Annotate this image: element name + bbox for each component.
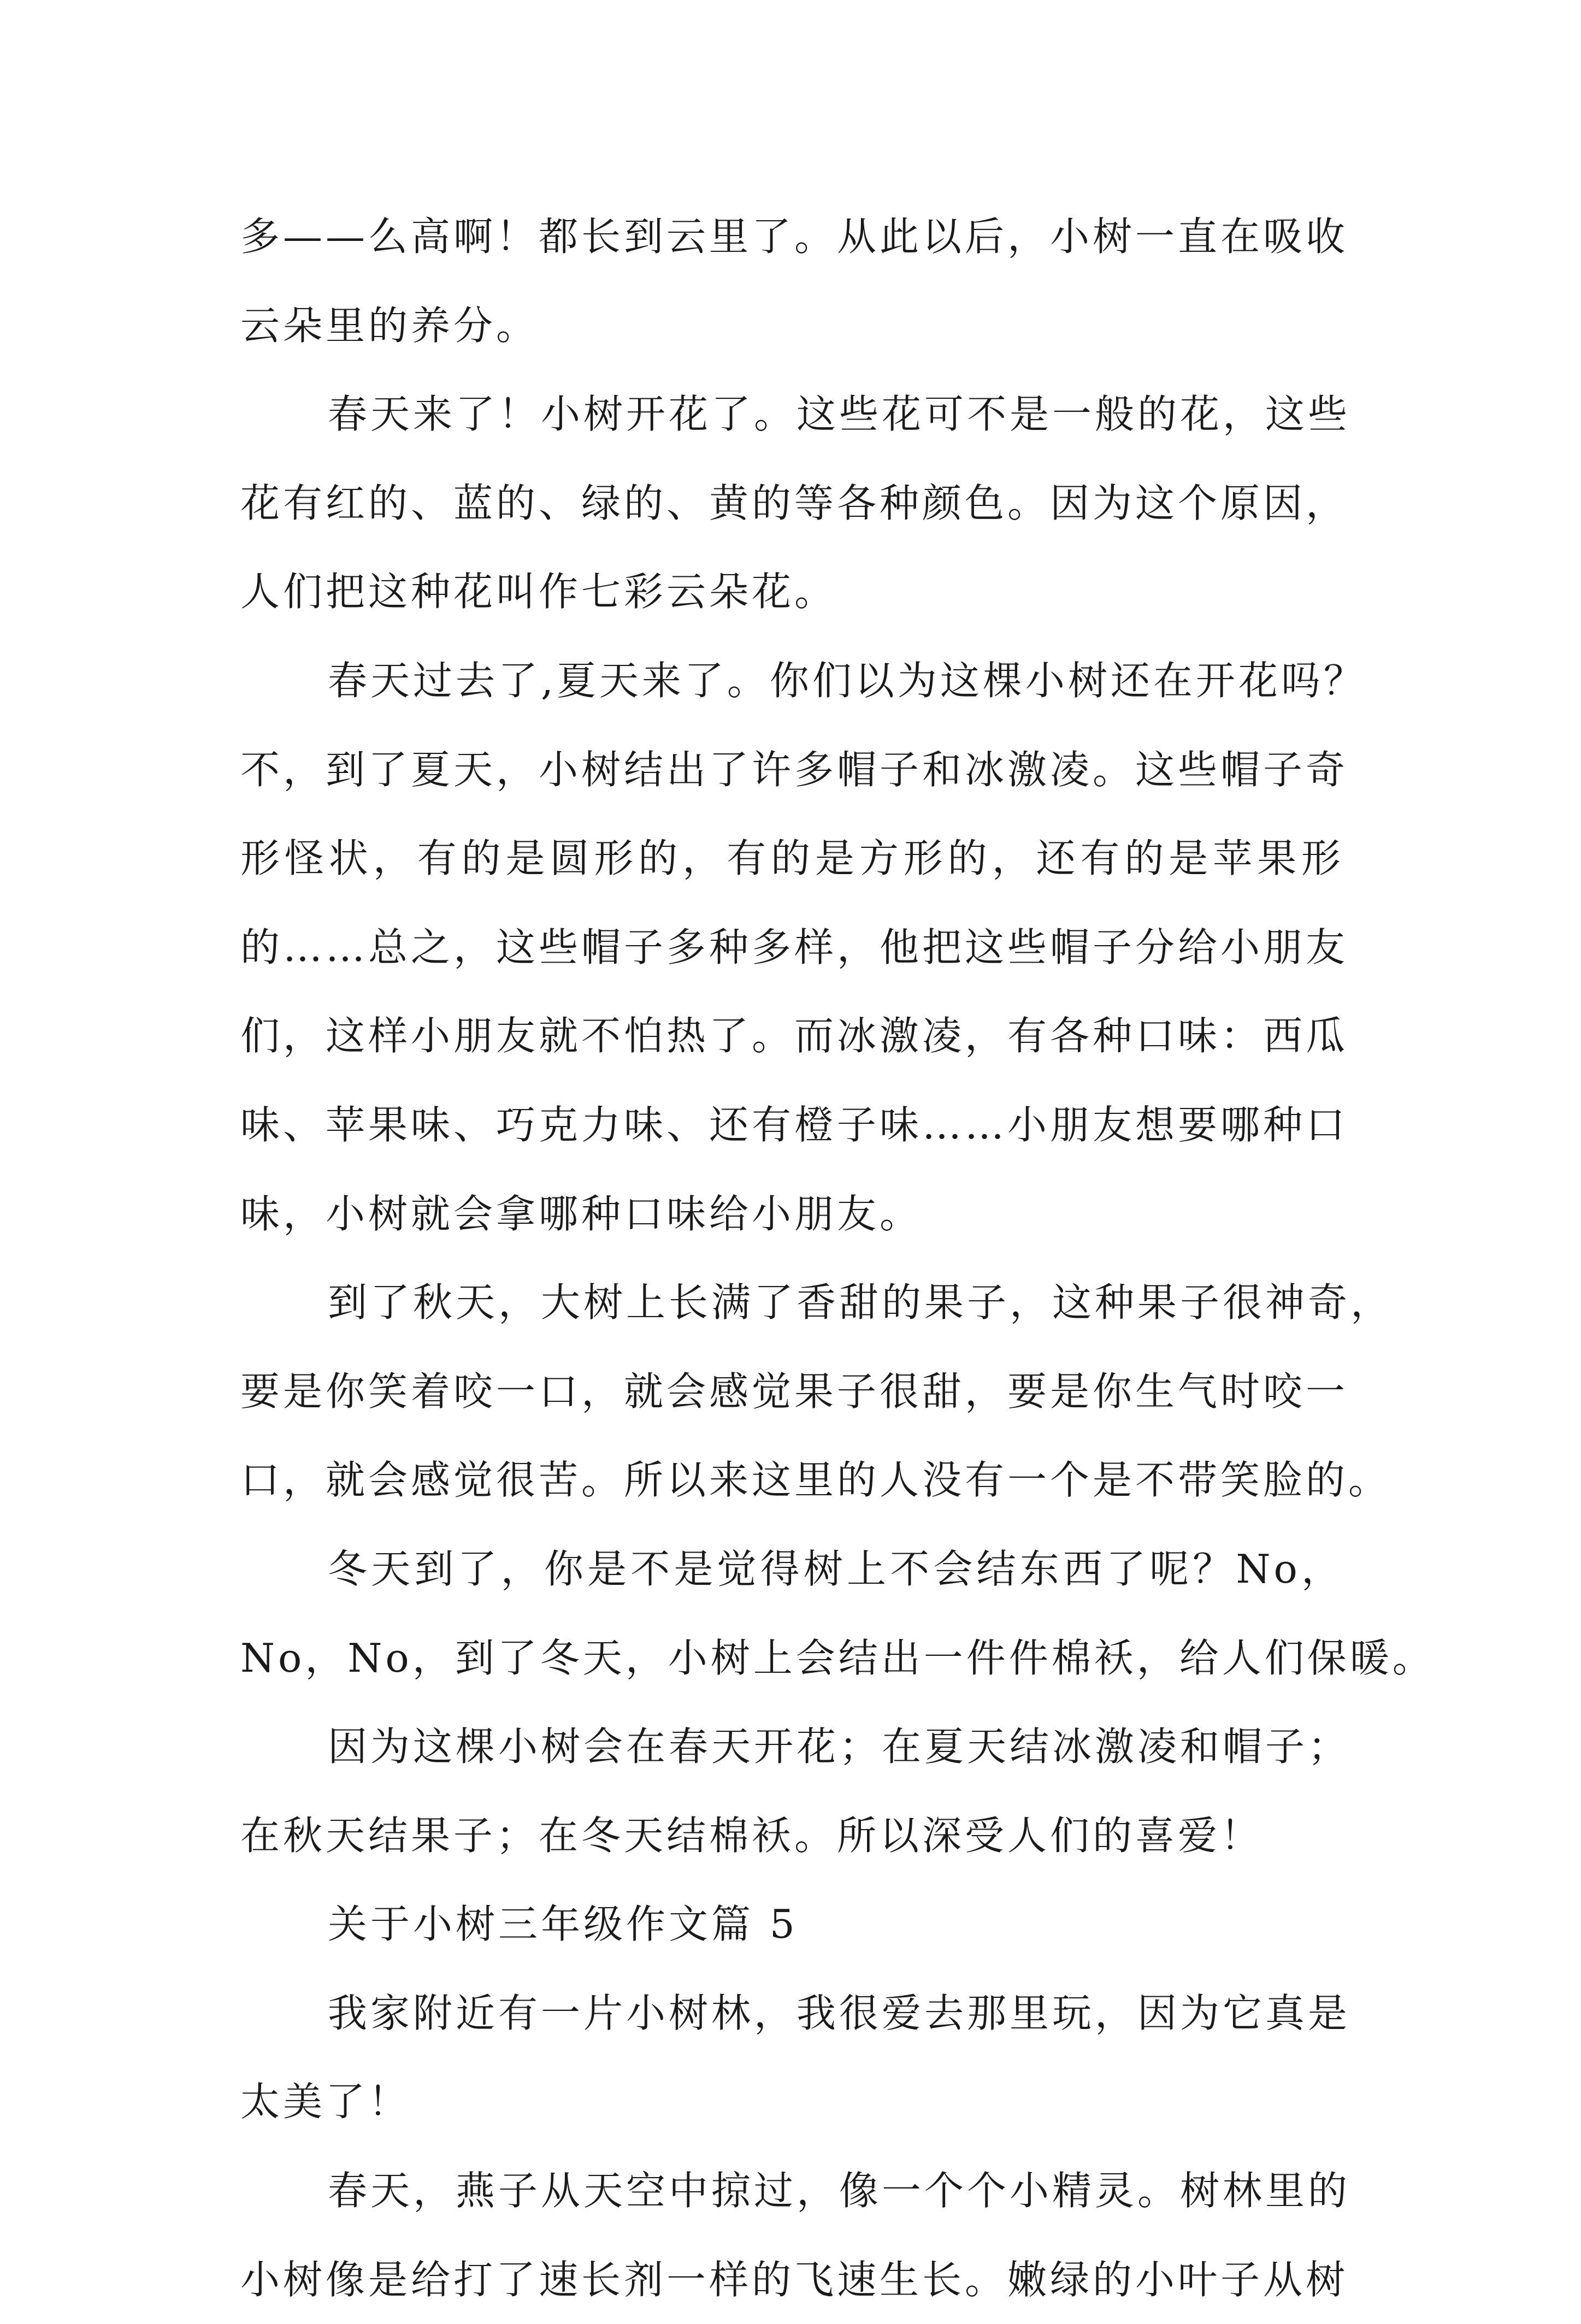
text-line: 小树像是给打了速长剂一样的飞速生长。嫩绿的小叶子从树 <box>240 2256 1349 2303</box>
text-line: 人们把这种花叫作七彩云朵花。 <box>240 569 837 615</box>
text-line: 冬天到了，你是不是觉得树上不会结东西了呢？No， <box>328 1546 1344 1592</box>
text-line: 云朵里的养分。 <box>240 302 539 349</box>
text-line: 味，小树就会拿哪种口味给小朋友。 <box>240 1190 923 1237</box>
text-line: 形怪状，有的是圆形的，有的是方形的，还有的是苹果形 <box>240 835 1344 882</box>
text-line: 因为这棵小树会在春天开花；在夏天结冰激凌和帽子； <box>328 1724 1351 1770</box>
document-body <box>240 192 1435 2324</box>
text-line: 我家附近有一片小树林，我很爱去那里玩，因为它真是 <box>328 1990 1351 2036</box>
text-line: 春天，燕子从天空中掠过，像一个个小精灵。树林里的 <box>328 2168 1351 2214</box>
text-line: 在秋天结果子；在冬天结棉袄。所以深受人们的喜爱！ <box>240 1812 1264 1859</box>
text-line: 到了秋天，大树上长满了香甜的果子，这种果子很神奇， <box>328 1279 1394 1326</box>
text-line: 多——么高啊！都长到云里了。从此以后，小树一直在吸收 <box>240 214 1349 259</box>
text-line: 不，到了夏天，小树结出了许多帽子和冰激凌。这些帽子奇 <box>240 746 1349 793</box>
text-line: 太美了！ <box>240 2079 411 2125</box>
text-line: 关于小树三年级作文篇 5 <box>328 1901 798 1948</box>
text-line: 花有红的、蓝的、绿的、黄的等各种颜色。因为这个原因， <box>240 480 1349 526</box>
text-line: 春天来了！小树开花了。这些花可不是一般的花，这些 <box>328 391 1351 438</box>
text-line: 要是你笑着咬一口，就会感觉果子很甜，要是你生气时咬一 <box>240 1368 1349 1414</box>
text-line: No，No，到了冬天，小树上会结出一件件棉袄，给人们保暖。 <box>240 1635 1435 1681</box>
text-line: 口，就会感觉很苦。所以来这里的人没有一个是不带笑脸的。 <box>240 1457 1391 1503</box>
text-line: 的……总之，这些帽子多种多样，他把这些帽子分给小朋友 <box>240 924 1349 970</box>
text-line: 们，这样小朋友就不怕热了。而冰激凌，有各种口味：西瓜 <box>240 1013 1349 1059</box>
text-line: 春天过去了,夏天来了。你们以为这棵小树还在开花吗？ <box>328 657 1366 704</box>
text-line: 味、苹果味、巧克力味、还有橙子味……小朋友想要哪种口 <box>240 1101 1349 1148</box>
